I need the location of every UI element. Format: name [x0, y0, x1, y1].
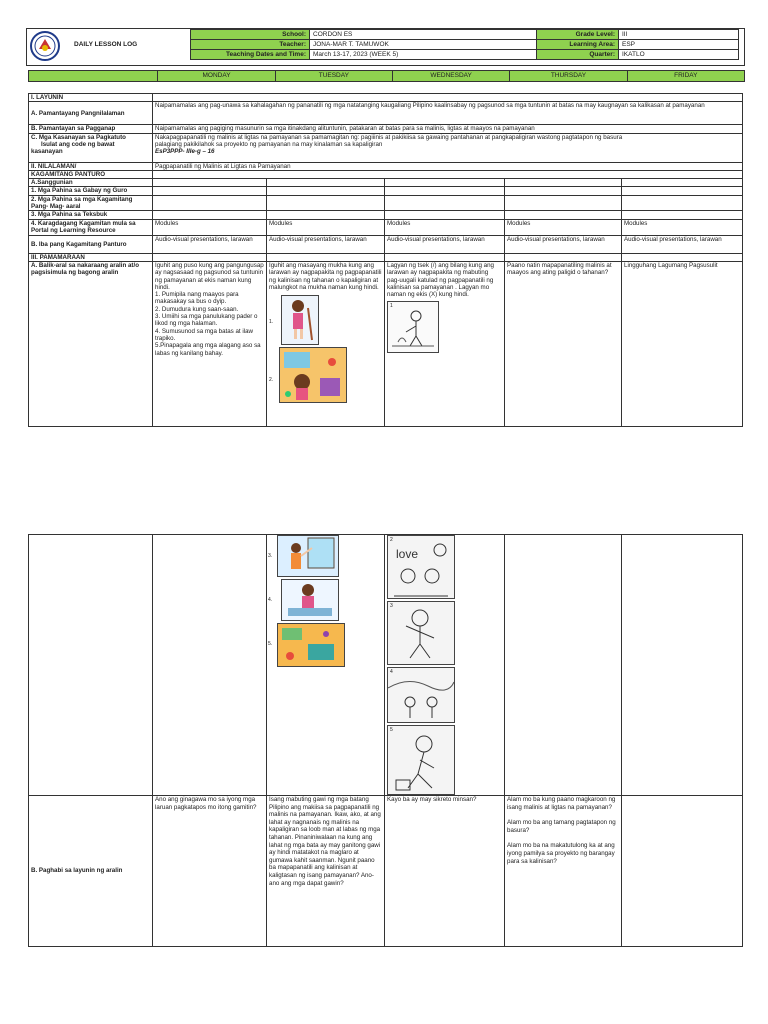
- balik-aral-monday: [153, 261, 267, 426]
- balik-aral-item-2: 2. Dumudura kung saan-saan.: [155, 305, 239, 313]
- area-value: ESP: [619, 40, 739, 50]
- kasanayan-title: C. Mga Kasanayan sa Pagkatuto: [31, 133, 126, 141]
- days-bar: [28, 70, 745, 82]
- av-wednesday: Audio-visual presentations, larawan: [385, 235, 505, 253]
- nilalaman-label: II. NILALAMAN/: [29, 162, 153, 170]
- wed-pic-5: [387, 725, 455, 795]
- sanggunian-label: A.Sanggunian: [29, 179, 153, 187]
- wed-pic-4: [387, 667, 455, 723]
- grade-value: III: [619, 30, 739, 40]
- modules-friday: Modules: [622, 219, 743, 235]
- lesson-table: [28, 93, 743, 427]
- day-wednesday: WEDNESDAY: [392, 71, 509, 82]
- wed-pic-2: [387, 535, 455, 599]
- paghahabi-friday: [622, 796, 743, 947]
- balik-aral-tuesday: [267, 261, 385, 426]
- school-label: School:: [191, 30, 310, 40]
- dates-value: March 13-17, 2023 (WEEK 5): [310, 50, 537, 60]
- days-blank: [29, 71, 158, 82]
- deped-seal-icon: [30, 31, 60, 61]
- quarter-value: IKATLO: [619, 50, 739, 60]
- balik-aral-friday: Lingguhang Lagumang Pagsusulit: [622, 261, 743, 426]
- tue-pic-number-2: 2.: [269, 377, 274, 384]
- pamamaraan-label: III. PAMAMARAAN: [29, 253, 153, 261]
- window-cleaning-image: [277, 535, 339, 577]
- continued-label-cell: [29, 535, 153, 796]
- balik-aral-item-5: 5.Pinapagala ang mga alagang aso sa labas ng kanilang bahay.: [155, 342, 261, 357]
- paghahabi-thursday-q2: Alam mo ba ang tamang pagtatapon ng basura?: [507, 819, 616, 834]
- paghahabi-tuesday: Isang mabuting gawi ng mga batang Pilipino ang makiisa sa pagpapanatili ng malinis na pamayanan. Ikaw, ako, at ang lahat ay nagnanais ng malinis na kapaligiran sa loob man at labas ng mga tahanan. Pinaniniwalaan na kung ang lahat ng mga bata ay may ganitong gawi ay hindi matatakot na maglaro at gumawa kahit saanman. Ngunit paano ba mapapanatili ang kalinisan at kaligtasan ng isang pamayanan? Ano-ano ang mga dapat gawin?: [267, 796, 385, 947]
- paghahabi-label: B. Paghabi sa layunin ng aralin: [29, 796, 153, 947]
- cluttered-room-image: [277, 623, 345, 667]
- balik-aral-item-3: 3. Umiihi sa mga panulukang pader o likod ng mga halaman.: [155, 313, 258, 328]
- kasanayan-code: EsP3PPP- IIIe-g – 16: [155, 148, 215, 156]
- tue-pic-number-1: 1.: [269, 319, 274, 326]
- svg-text:love: love: [396, 547, 419, 561]
- kagamitang-mag-aaral-label: 2. Mga Pahina sa mga Kagamitang Pang- Mag- aaral: [29, 195, 153, 211]
- tue-pic-number-4: 4.: [268, 597, 273, 603]
- continued-friday: [622, 535, 743, 796]
- kasanayan-sub2: kasanayan: [31, 148, 63, 156]
- continued-thursday: [505, 535, 622, 796]
- kagamitan-label: KAGAMITANG PANTURO: [29, 170, 153, 178]
- pamantayan-pangnilalaman-text: Naipamamalas ang pag-unawa sa kahalagahan ng pananatili ng mga natatanging kaugaliang Pilipino kaalinsabay ng pagsunod sa mga tuntunin at batas na may kaugnayan sa kalikasan at pamayanan: [153, 102, 743, 125]
- balik-aral-item-4: 4. Sumusunod sa mga batas at ilaw trapiko.: [155, 327, 254, 342]
- balik-aral-tuesday-instruction: Iguhit ang masayang mukha kung ang larawan ay nagpapakita ng pagpapanatili ng kalinisan ng tahanan o kapaligiran at malungkot na mukha naman kung hindi.: [269, 261, 382, 291]
- wed-pic-3: [387, 601, 455, 665]
- day-monday: MONDAY: [158, 71, 275, 82]
- dates-label: Teaching Dates and Time:: [191, 50, 310, 60]
- quarter-label: Quarter:: [537, 50, 619, 60]
- balik-aral-monday-instruction: Iguhit ang puso kung ang pangungusap ay nagsasaad ng pagsunod sa tuntunin ng pamayanan at ekis naman kung hindi.: [155, 261, 264, 291]
- paghahabi-wednesday: Kayo ba ay may sikreto minsan?: [385, 796, 505, 947]
- av-monday: Audio-visual presentations, larawan: [153, 235, 267, 253]
- header-info-table: [190, 29, 739, 60]
- pamantayan-pagganap-text: Naipamamalas ang pagiging masunurin sa mga itinakdang alituntunin, patakaran at batas para sa malinis, ligtas at maayos na pamayanan: [153, 125, 743, 133]
- modules-monday: Modules: [153, 219, 267, 235]
- school-value: CORDON ES: [310, 30, 537, 40]
- continued-monday: [153, 535, 267, 796]
- grade-label: Grade Level:: [537, 30, 619, 40]
- tue-pic-number-3: 3.: [268, 553, 273, 559]
- balik-aral-thursday: Paano natin mapapanatiling malinis at maayos ang ating paligid o tahanan?: [505, 261, 622, 426]
- balik-aral-label: A. Balik-aral sa nakaraang aralin at/o pagsisimula ng bagong aralin: [29, 261, 153, 426]
- messy-room-image: [279, 347, 347, 403]
- paghahabi-monday: Ano ang ginagawa mo sa iyong mga laruan pagkatapos mo itong gamitin?: [153, 796, 267, 947]
- iba-pang-label: B. Iba pang Kagamitang Panturo: [29, 235, 153, 253]
- nilalaman-text: Pagpapanatili ng Malinis at Ligtas na Pamayanan: [153, 162, 743, 170]
- day-thursday: THURSDAY: [510, 71, 627, 82]
- modules-tuesday: Modules: [267, 219, 385, 235]
- wed-pic-1: [387, 301, 439, 353]
- karagdagang-label: 4. Karagdagang Kagamitan mula sa Portal ng Learning Resource: [29, 219, 153, 235]
- modules-wednesday: Modules: [385, 219, 505, 235]
- wed-pic-number-5: 5: [390, 727, 393, 733]
- washing-dishes-image: [281, 579, 339, 621]
- document-title: DAILY LESSON LOG: [74, 41, 138, 48]
- day-tuesday: TUESDAY: [275, 71, 392, 82]
- av-friday: Audio-visual presentations, larawan: [622, 235, 743, 253]
- tue-pic-number-5: 5.: [268, 641, 273, 647]
- wed-pic-number-4: 4: [390, 669, 393, 675]
- kasanayan-text-2: palagiang pakikilahok sa proyekto ng pamayanan na may kinalaman sa kapaligiran: [155, 140, 383, 148]
- teacher-label: Teacher:: [191, 40, 310, 50]
- kasanayan-sub1: Isulat ang code ng bawat: [41, 140, 115, 148]
- balik-aral-wednesday-instruction: Lagyan ng tsek (/) ang bilang kung ang larawan ay nagpapakita ng mabuting pag-uugali katulad ng pagpapanatili ng kalinisan sa pamayanan . Lagyan mo naman ng ekis (X) kung hindi.: [387, 261, 494, 299]
- continued-wednesday: [385, 535, 505, 796]
- day-friday: FRIDAY: [627, 71, 744, 82]
- sweeping-girl-image: [281, 295, 319, 345]
- kasanayan-text-1: Nakapagpapanatili ng malinis at ligtas na pamayanan sa pamamagitan ng: pagiiinis at pakikiisa sa gawaing pantahanan at pangkapaligiran wastong pagtatapon ng basura: [155, 133, 623, 141]
- pamantayan-pangnilalaman-label: A. Pamantayang Pangnilalaman: [29, 102, 153, 125]
- wed-pic-number-3: 3: [390, 603, 393, 609]
- modules-thursday: Modules: [505, 219, 622, 235]
- balik-aral-wednesday: [385, 261, 505, 426]
- wed-pic-number-2: 2: [390, 537, 393, 543]
- teksbuk-label: 3. Mga Pahina sa Teksbuk: [29, 211, 153, 219]
- gabay-label: 1. Mga Pahina sa Gabay ng Guro: [29, 187, 153, 195]
- area-label: Learning Area:: [537, 40, 619, 50]
- wed-pic-number-1: 1: [390, 303, 393, 310]
- balik-aral-item-1: 1. Pumipila nang maayos para makasakay sa bus o dyip.: [155, 291, 239, 306]
- kasanayan-text: [153, 133, 743, 162]
- continued-tuesday: [267, 535, 385, 796]
- lesson-table-continued: [28, 534, 743, 947]
- kasanayan-label: [29, 133, 153, 162]
- section-layunin: I. LAYUNIN: [29, 94, 153, 102]
- teacher-value: JONA-MAR T. TAMUWOK: [310, 40, 537, 50]
- paghahabi-thursday-q1: Alam mo ba kung paano magkaroon ng isang malinis at ligtas na pamayanan?: [507, 796, 616, 811]
- paghahabi-thursday-q3: Alam mo ba na makatutulong ka at ang iyong pamilya sa proyekto ng barangay para sa kalinisan?: [507, 842, 615, 865]
- av-thursday: Audio-visual presentations, larawan: [505, 235, 622, 253]
- paghahabi-thursday: [505, 796, 622, 947]
- av-tuesday: Audio-visual presentations, larawan: [267, 235, 385, 253]
- pamantayan-pagganap-label: B. Pamantayan sa Pagganap: [29, 125, 153, 133]
